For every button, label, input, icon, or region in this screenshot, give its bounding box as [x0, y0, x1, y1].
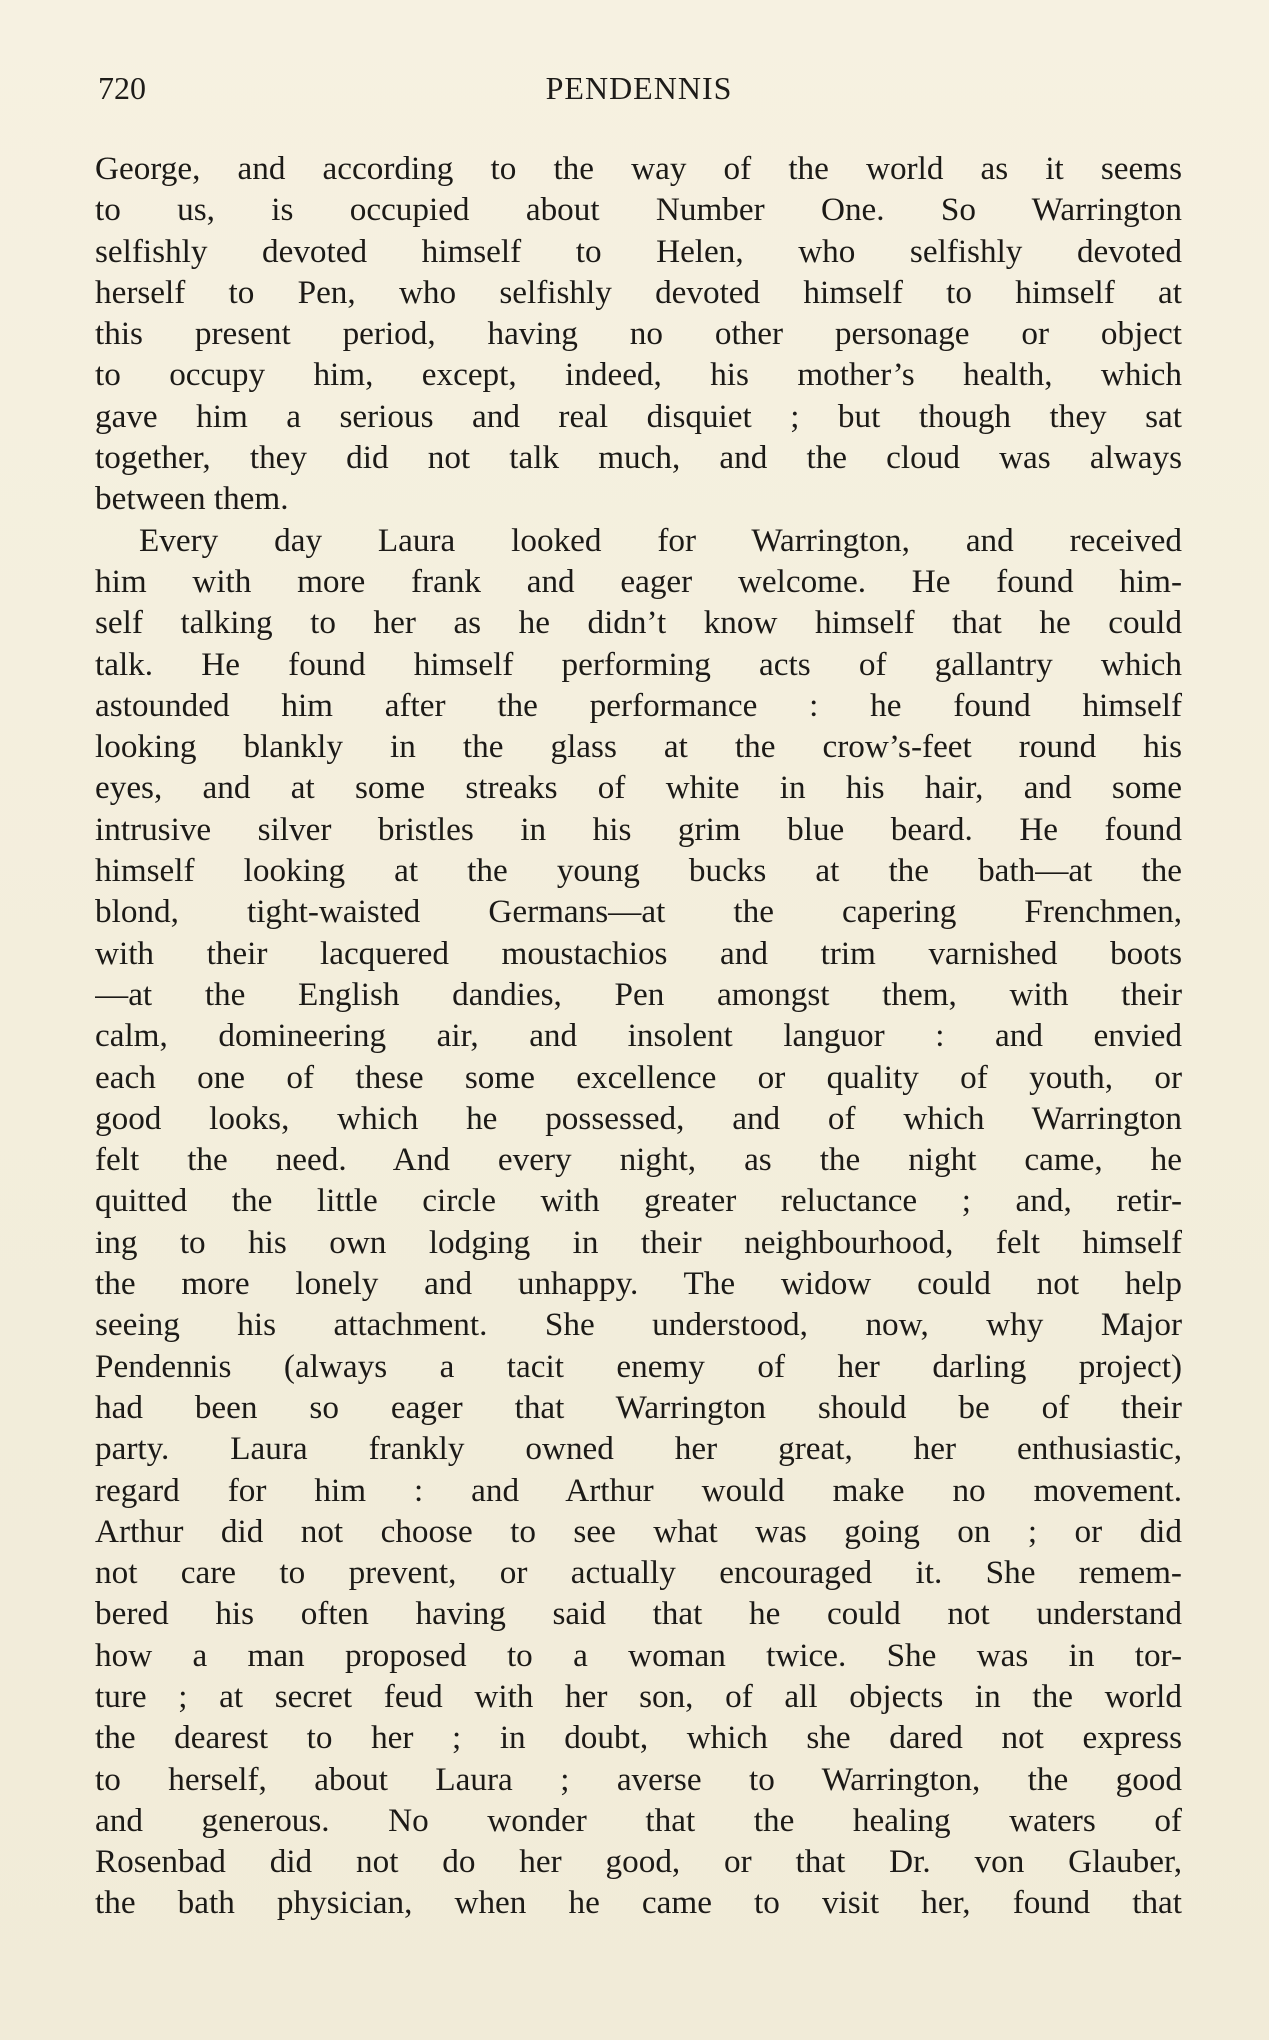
- text-line: George, and according to the way of the world as it seems: [95, 150, 1182, 187]
- text-line: blond, tight-waisted Germans—at the capering Frenchmen,: [95, 893, 1182, 931]
- text-line: him with more frank and eager welcome. He found him-: [95, 562, 1182, 600]
- text-line: to occupy him, except, indeed, his mother’s health, which: [95, 356, 1182, 394]
- text-line: regard for him : and Arthur would make no movement.: [95, 1471, 1182, 1509]
- paragraph-start-line: Every day Laura looked for Warrington, and received: [139, 521, 1182, 559]
- text-line: selfishly devoted himself to Helen, who selfishly devoted: [95, 232, 1182, 270]
- text-line: quitted the little circle with greater reluctance ; and, retir-: [95, 1182, 1182, 1220]
- text-line: Arthur did not choose to see what was going on ; or did: [95, 1512, 1182, 1550]
- text-line: astounded him after the performance : he found himself: [95, 686, 1182, 724]
- text-line: ing to his own lodging in their neighbourhood, felt himself: [95, 1223, 1182, 1261]
- running-head: [98, 70, 1180, 114]
- text-line: party. Laura frankly owned her great, her enthusiastic,: [95, 1430, 1182, 1468]
- page-number: 720: [98, 70, 146, 106]
- text-line: felt the need. And every night, as the night came, he: [95, 1141, 1182, 1179]
- text-line: to us, is occupied about Number One. So Warrington: [95, 191, 1182, 229]
- text-line: bered his often having said that he could not understand: [95, 1595, 1182, 1633]
- text-line: Pendennis (always a tacit enemy of her darling project): [95, 1347, 1182, 1385]
- text-line: had been so eager that Warrington should be of their: [95, 1388, 1182, 1426]
- text-line: each one of these some excellence or quality of youth, or: [95, 1058, 1182, 1096]
- text-line: self talking to her as he didn’t know himself that he could: [95, 604, 1182, 642]
- text-line: with their lacquered moustachios and trim varnished boots: [95, 934, 1182, 972]
- text-line: to herself, about Laura ; averse to Warrington, the good: [95, 1760, 1182, 1798]
- text-line: talk. He found himself performing acts of gallantry which: [95, 645, 1182, 683]
- text-line: the more lonely and unhappy. The widow could not help: [95, 1265, 1182, 1303]
- text-line: how a man proposed to a woman twice. She was in tor-: [95, 1636, 1182, 1674]
- text-line: eyes, and at some streaks of white in his hair, and some: [95, 769, 1182, 807]
- text-line: gave him a serious and real disquiet ; but though they sat: [95, 397, 1182, 435]
- text-line: himself looking at the young bucks at the bath—at the: [95, 852, 1182, 890]
- text-line: seeing his attachment. She understood, now, why Major: [95, 1306, 1182, 1344]
- text-line: not care to prevent, or actually encouraged it. She remem-: [95, 1554, 1182, 1592]
- text-line: intrusive silver bristles in his grim blue beard. He found: [95, 810, 1182, 848]
- text-line: looking blankly in the glass at the crow’s-feet round his: [95, 728, 1182, 766]
- text-line: Rosenbad did not do her good, or that Dr. von Glauber,: [95, 1843, 1182, 1881]
- text-line: and generous. No wonder that the healing waters of: [95, 1801, 1182, 1839]
- text-line: together, they did not talk much, and the cloud was always: [95, 439, 1182, 477]
- paragraph-end-line: between them.: [95, 480, 289, 518]
- text-line: good looks, which he possessed, and of which Warrington: [95, 1099, 1182, 1137]
- body-text: [95, 148, 1182, 1924]
- book-title: PENDENNIS: [545, 70, 733, 106]
- text-line: ture ; at secret feud with her son, of all objects in the world: [95, 1677, 1182, 1715]
- text-line: the dearest to her ; in doubt, which she dared not express: [95, 1719, 1182, 1757]
- text-line: this present period, having no other personage or object: [95, 315, 1182, 353]
- text-line: calm, domineering air, and insolent languor : and envied: [95, 1017, 1182, 1055]
- text-line: herself to Pen, who selfishly devoted himself to himself at: [95, 273, 1182, 311]
- text-line: —at the English dandies, Pen amongst them, with their: [95, 975, 1182, 1013]
- text-line: the bath physician, when he came to visit her, found that: [95, 1884, 1182, 1922]
